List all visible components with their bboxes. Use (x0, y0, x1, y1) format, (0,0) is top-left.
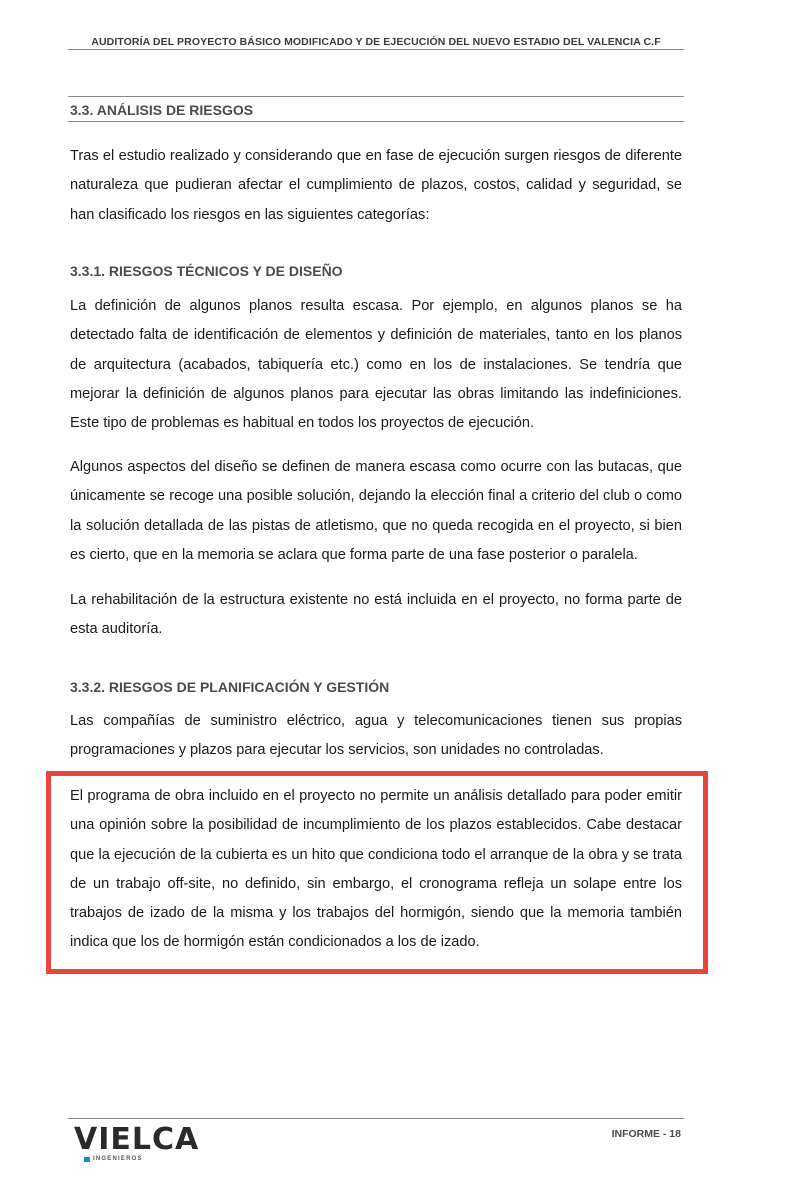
logo-wordmark: VIELCA (74, 1122, 200, 1157)
header-rule (68, 49, 684, 50)
subsection-2-title: 3.3.2. RIESGOS DE PLANIFICACIÓN Y GESTIÓN (70, 679, 390, 695)
section-rule-top (68, 96, 684, 97)
running-header: AUDITORÍA DEL PROYECTO BÁSICO MODIFICADO Y DE EJECUCIÓN DEL NUEVO ESTADIO DEL VALENCIA C.F (91, 36, 661, 48)
highlight-box (46, 771, 708, 974)
section-rule-bottom (68, 121, 684, 122)
footer-rule (68, 1118, 684, 1119)
paragraph-technical-1: La definición de algunos planos resulta escasa. Por ejemplo, en algunos planos se ha detectado falta de identificación de elementos y definición de materiales, tanto en los planos de arquitectura (acabados, tabiquería etc.) como en los de instalaciones. Se tendría que mejorar la definición de algunos planos para ejecutar las obras limitando las indefiniciones. Este tipo de problemas es habitual en todos los proyectos de ejecución. (70, 298, 682, 432)
paragraph-technical-3: La rehabilitación de la estructura existente no está incluida en el proyecto, no forma parte de esta auditoría. (70, 592, 682, 638)
intro-paragraph: Tras el estudio realizado y considerando que en fase de ejecución surgen riesgos de diferente naturaleza que pudieran afectar el cumplimiento de plazos, costos, calidad y seguridad, se han clasificado los riesgos en las siguientes categorías: (70, 148, 682, 223)
logo-subtext: INGENIEROS (93, 1156, 143, 1162)
logo-accent-bar (84, 1157, 90, 1162)
paragraph-technical-2: Algunos aspectos del diseño se definen de manera escasa como ocurre con las butacas, que únicamente se recoge una posible solución, dejando la elección final a criterio del club o como la solución detallada de las pistas de atletismo, que no queda recogida en el proyecto, si bien es cierto, que en la memoria se aclara que forma parte de una fase posterior o paralela. (70, 459, 682, 563)
paragraph-planning-1: Las compañías de suministro eléctrico, agua y telecomunicaciones tienen sus propias programaciones y plazos para ejecutar los servicios, son unidades no controladas. (70, 713, 682, 759)
company-logo (74, 1124, 199, 1162)
page-number: INFORME - 18 (611, 1128, 681, 1140)
paragraph-planning-2-highlighted: El programa de obra incluido en el proyecto no permite un análisis detallado para poder emitir una opinión sobre la posibilidad de incumplimiento de los plazos establecidos. Cabe destacar que la ejecución de la cubierta es un hito que condiciona todo el arranque de la obra y se trata de un trabajo off-site, no definido, sin embargo, el cronograma refleja un solape entre los trabajos de izado de la misma y los trabajos del hormigón, siendo que la memoria también indica que los de hormigón están condicionados a los de izado. (70, 788, 682, 951)
section-title: 3.3. ANÁLISIS DE RIESGOS (70, 102, 254, 118)
subsection-1-title: 3.3.1. RIESGOS TÉCNICOS Y DE DISEÑO (70, 263, 343, 279)
